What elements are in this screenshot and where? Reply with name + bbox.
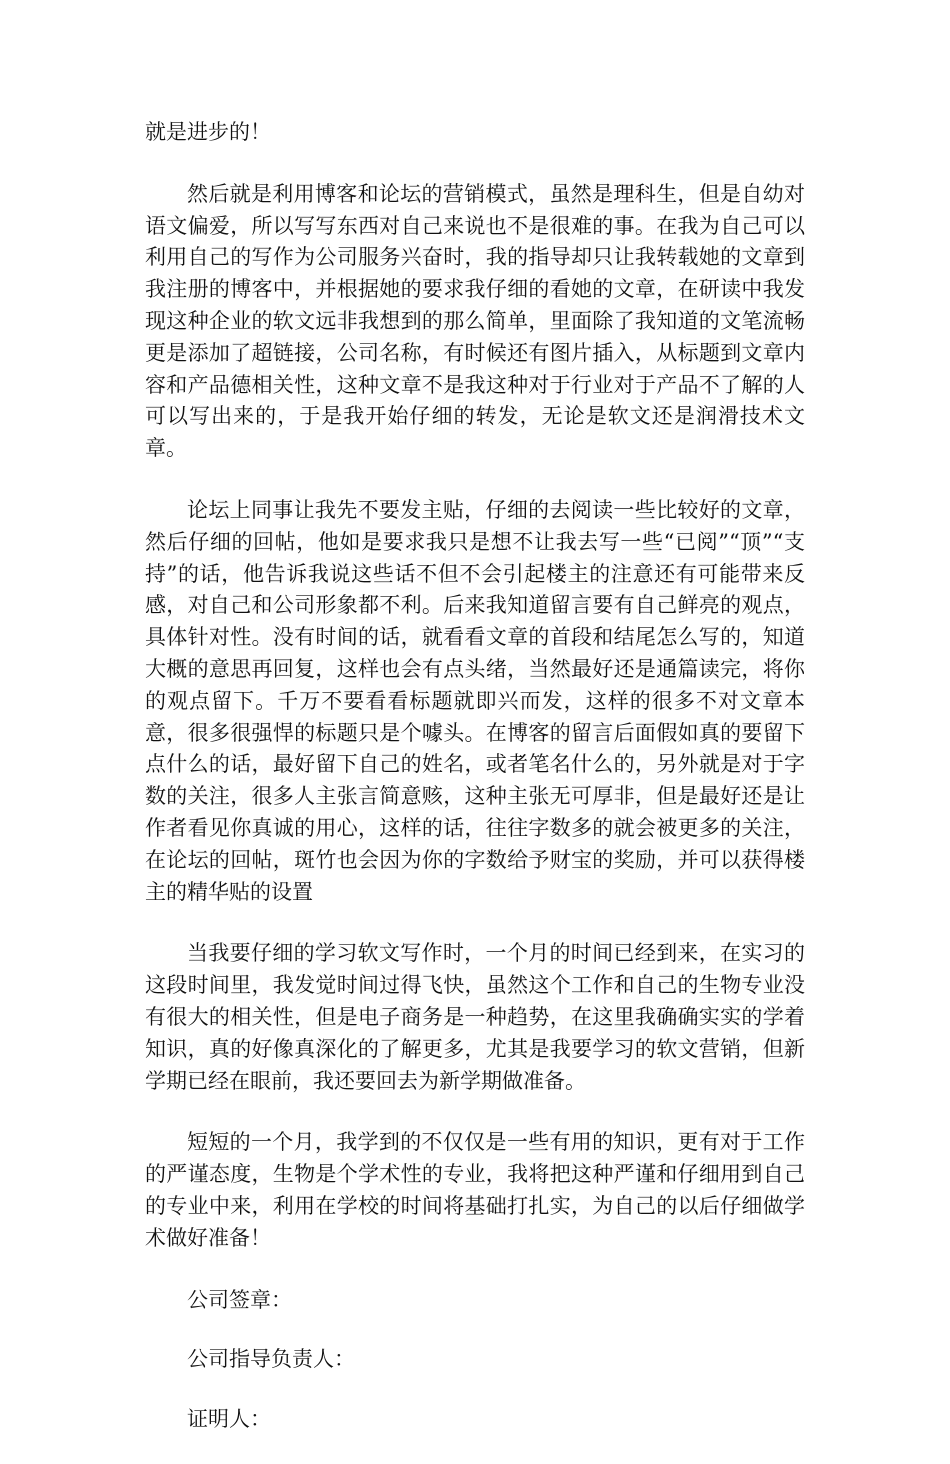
- paragraph-continuation: 就是进步的！: [145, 120, 271, 144]
- company-seal-label: 公司签章：: [187, 1287, 292, 1312]
- paragraph-conclusion: 短短的一个月，我学到的不仅仅是一些有用的知识，更有对于工作的严谨态度，生物是个学术性的专业，我将把这种严谨和仔细用到自己的专业中来，利用在学校的时间将基础打扎实，为自己的以后仔细做学术做好准备！: [145, 1130, 805, 1250]
- document-body: [145, 117, 805, 1464]
- witness-label: 证明人：: [187, 1407, 271, 1432]
- paragraph-blog-forum-marketing: 然后就是利用博客和论坛的营销模式，虽然是理科生，但是自幼对语文偏爱，所以写写东西对自己来说也不是很难的事。在我为自己可以利用自己的写作为公司服务兴奋时，我的指导却只让我转载她的文章到我注册的博客中，并根据她的要求我仔细的看她的文章，在研读中我发现这种企业的软文远非我想到的那么简单，里面除了我知道的文笔流畅更是添加了超链接，公司名称，有时候还有图片插入，从标题到文章内容和产品德相关性，这种文章不是我这种对于行业对于产品不了解的人可以写出来的，于是我开始仔细的转发，无论是软文还是润滑技术文章。: [145, 181, 805, 461]
- paragraph-internship-end: 当我要仔细的学习软文写作时，一个月的时间已经到来，在实习的这段时间里，我发觉时间过得飞快，虽然这个工作和自己的生物专业没有很大的相关性，但是电子商务是一种趋势，在这里我确确实实的学着知识，真的好像真深化的了解更多，尤其是我要学习的软文营销，但新学期已经在眼前，我还要回去为新学期做准备。: [145, 941, 805, 1093]
- paragraph-forum-posting: 论坛上同事让我先不要发主贴，仔细的去阅读一些比较好的文章，然后仔细的回帖，他如是要求我只是想不让我去写一些“已阅”“顶”“支持”的话，他告诉我说这些话不但不会引起楼主的注意还有可能带来反感，对自己和公司形象都不利。后来我知道留言要有自己鲜亮的观点，具体针对性。没有时间的话，就看看文章的首段和结尾怎么写的，知道大概的意思再回复，这样也会有点头绪，当然最好还是通篇读完，将你的观点留下。千万不要看看标题就即兴而发，这样的很多不对文章本意，很多很强悍的标题只是个噱头。在博客的留言后面假如真的要留下点什么的话，最好留下自己的姓名，或者笔名什么的，另外就是对于字数的关注，很多人主张言简意赅，这种主张无可厚非，但是最好还是让作者看见你真诚的用心，这样的话，往往字数多的就会被更多的关注，在论坛的回帖，斑竹也会因为你的字数给予财宝的奖励，并可以获得楼主的精华贴的设置: [145, 497, 805, 904]
- company-supervisor-label: 公司指导负责人：: [187, 1347, 355, 1372]
